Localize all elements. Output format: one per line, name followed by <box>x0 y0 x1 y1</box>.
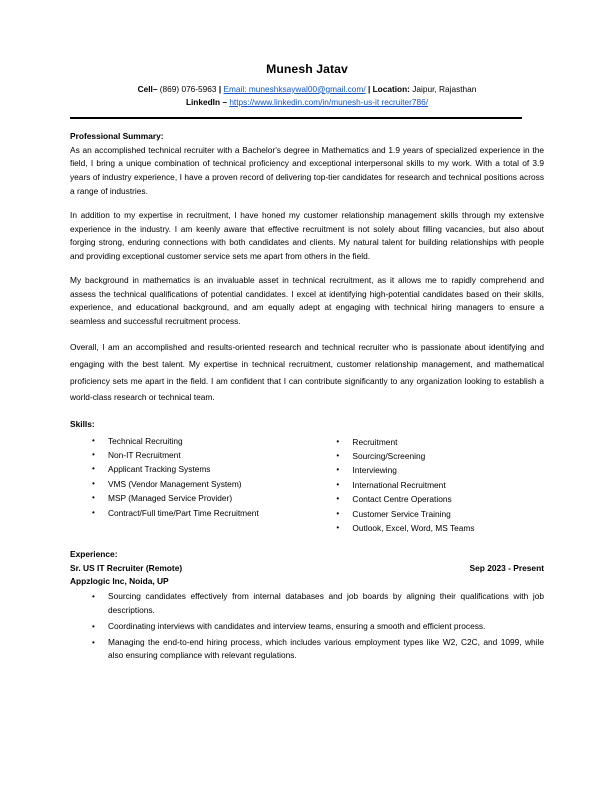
location-label: Location: <box>372 83 410 94</box>
cell-number: (869) 076-5963 <box>159 83 217 94</box>
list-item: • Technical Recruiting <box>70 434 322 448</box>
summary-paragraph-2: In addition to my expertise in recruitment, I have honed my customer relationship management skills through my extensive experience in the industry. I am keenly aware that effective recruitment is not solely about filling vacancies, but also about forging strong, enduring connections with both candidates and clients. My natural talent for building relationships with people and providing exceptional customer service sets me apart from others in the field. <box>70 210 544 261</box>
list-item: • Coordinating interviews with candidates and interview teams, ensuring a smooth and efficient process. <box>70 620 544 634</box>
skills-list-left <box>70 434 322 521</box>
list-item: • VMS (Vendor Management System) <box>70 477 322 491</box>
job-title: Sr. US IT Recruiter (Remote) <box>70 563 183 574</box>
candidate-name: Munesh Jatav <box>266 62 348 76</box>
list-item: • Managing the end-to-end hiring process, which includes various employment types like W2, C2C, and 1099, while also ensuring compliance with relevant regulations. <box>70 636 544 664</box>
list-item: • Contract/Full time/Part Time Recruitment <box>70 506 322 520</box>
professional-summary-section <box>70 130 544 406</box>
contact-line-linkedin <box>70 96 544 109</box>
list-item: • MSP (Managed Service Provider) <box>70 491 322 505</box>
summary-paragraph-3: My background in mathematics is an invaluable asset in technical recruitment, as it allows me to rapidly comprehend and assess the technical qualifications of potential candidates. I excel at identifying high-potential candidates based on their skills, experience, and educational background, and am equally adept at engaging with technical hiring managers to ensure a seamless and successful recruitment process. <box>70 275 544 326</box>
skills-columns <box>70 434 544 536</box>
contact-divider-1: | <box>218 83 222 94</box>
job-responsibilities-list <box>70 590 544 663</box>
location-value: Jaipur, Rajasthan <box>412 83 477 94</box>
list-item: • Applicant Tracking Systems <box>70 462 322 476</box>
experience-entry <box>70 562 544 663</box>
skills-column-left <box>70 434 322 536</box>
linkedin-link[interactable]: https://www.linkedin.com/in/munesh-us-it recruiter786/ <box>229 96 429 107</box>
cell-label: Cell <box>137 83 153 94</box>
skills-column-right <box>322 434 544 536</box>
skills-section <box>70 418 544 536</box>
list-item: • Interviewing <box>322 463 544 477</box>
resume-header <box>70 62 544 119</box>
email-link[interactable]: Email: muneshksaywal00@gmail.com/ <box>223 83 366 94</box>
header-divider-rule <box>70 117 522 119</box>
summary-paragraph-1: As an accomplished technical recruiter with a Bachelor's degree in Mathematics and 1.9 years of specialized experience in the field, I bring a unique combination of technical proficiency and exceptional interpersonal skills to my work. With a total of 3.9 years of industry experience, I have a proven record of delivering top-tier candidates for research and technical positions across a range of industries. <box>70 144 544 196</box>
list-item: • International Recruitment <box>322 478 544 492</box>
list-item: • Outlook, Excel, Word, MS Teams <box>322 521 544 535</box>
list-item: • Recruitment <box>322 435 544 449</box>
experience-heading: Experience: <box>70 549 118 560</box>
cell-dash: – <box>152 83 158 94</box>
summary-paragraph-4: Overall, I am an accomplished and results-oriented research and technical recruiter who is passionate about identifying and engaging with the best talent. My expertise in technical recruitment, customer relationship management, and mathematical proficiency sets me apart in the field. I am confident that I can contribute significantly to any organization looking to establish a world-class research or technical team. <box>70 342 544 403</box>
job-title-row <box>70 562 544 575</box>
list-item: • Sourcing/Screening <box>322 449 544 463</box>
list-item: • Customer Service Training <box>322 507 544 521</box>
experience-section <box>70 548 544 663</box>
list-item: • Contact Centre Operations <box>322 492 544 506</box>
skills-heading: Skills: <box>70 418 95 429</box>
contact-divider-2: | <box>367 83 371 94</box>
list-item: • Sourcing candidates effectively from internal databases and job boards by aligning their qualifications with job descriptions. <box>70 590 544 618</box>
linkedin-label: LinkedIn <box>185 96 221 107</box>
contact-line-primary <box>70 83 544 96</box>
skills-list-right <box>322 435 544 536</box>
linkedin-dash: – <box>222 96 227 107</box>
job-company: Appzlogic Inc, Noida, UP <box>70 576 169 587</box>
job-dates: Sep 2023 - Present <box>469 563 544 574</box>
list-item: • Non-IT Recruitment <box>70 448 322 462</box>
summary-heading: Professional Summary: <box>70 131 164 142</box>
